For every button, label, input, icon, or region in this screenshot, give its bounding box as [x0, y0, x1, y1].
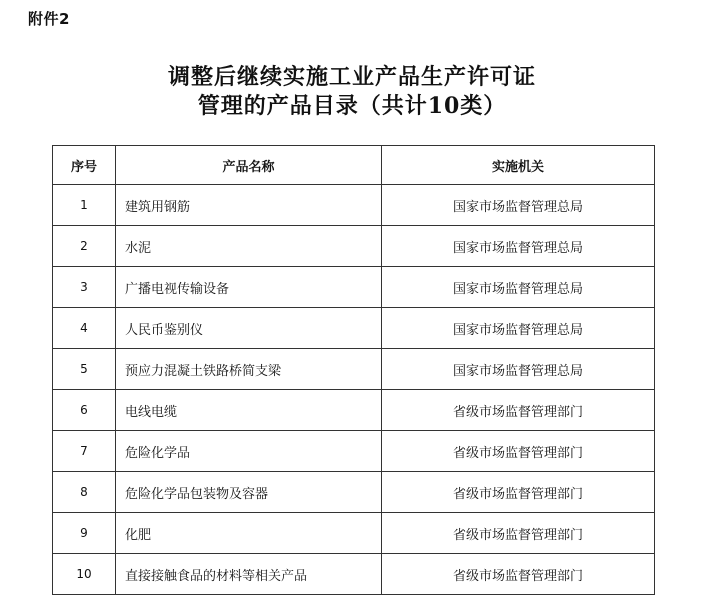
header-implementing-agency: 实施机关 — [382, 146, 655, 185]
row-implementing-agency: 省级市场监督管理部门 — [382, 390, 655, 431]
row-implementing-agency: 国家市场监督管理总局 — [382, 185, 655, 226]
row-product-name: 直接接触食品的材料等相关产品 — [116, 554, 382, 595]
row-product-name: 人民币鉴别仪 — [116, 308, 382, 349]
row-serial-number: 6 — [53, 390, 116, 431]
page-title — [0, 63, 704, 121]
header-product-name: 产品名称 — [116, 146, 382, 185]
header-serial-number: 序号 — [53, 146, 116, 185]
row-implementing-agency: 省级市场监督管理部门 — [382, 431, 655, 472]
attachment-label: 附件2 — [28, 10, 70, 28]
table-row — [53, 349, 655, 390]
row-implementing-agency: 省级市场监督管理部门 — [382, 513, 655, 554]
row-serial-number: 1 — [53, 185, 116, 226]
table-row — [53, 513, 655, 554]
table-row — [53, 431, 655, 472]
row-product-name: 电线电缆 — [116, 390, 382, 431]
row-product-name: 化肥 — [116, 513, 382, 554]
table-row — [53, 226, 655, 267]
row-serial-number: 4 — [53, 308, 116, 349]
product-catalog-table — [52, 145, 655, 595]
table-header-row — [53, 146, 655, 185]
row-serial-number: 7 — [53, 431, 116, 472]
row-product-name: 广播电视传输设备 — [116, 267, 382, 308]
row-product-name: 水泥 — [116, 226, 382, 267]
row-product-name: 危险化学品包装物及容器 — [116, 472, 382, 513]
row-serial-number: 2 — [53, 226, 116, 267]
table-row — [53, 267, 655, 308]
title-line-2: 管理的产品目录（共计10类） — [197, 93, 507, 119]
table-row — [53, 554, 655, 595]
row-product-name: 预应力混凝土铁路桥简支梁 — [116, 349, 382, 390]
row-implementing-agency: 国家市场监督管理总局 — [382, 226, 655, 267]
table-row — [53, 185, 655, 226]
row-implementing-agency: 国家市场监督管理总局 — [382, 308, 655, 349]
table-row — [53, 390, 655, 431]
row-implementing-agency: 省级市场监督管理部门 — [382, 554, 655, 595]
row-implementing-agency: 国家市场监督管理总局 — [382, 267, 655, 308]
table-row — [53, 308, 655, 349]
title-line-1: 调整后继续实施工业产品生产许可证 — [167, 64, 536, 90]
row-serial-number: 8 — [53, 472, 116, 513]
row-product-name: 危险化学品 — [116, 431, 382, 472]
row-serial-number: 10 — [53, 554, 116, 595]
row-serial-number: 3 — [53, 267, 116, 308]
table-row — [53, 472, 655, 513]
row-serial-number: 9 — [53, 513, 116, 554]
row-serial-number: 5 — [53, 349, 116, 390]
row-implementing-agency: 国家市场监督管理总局 — [382, 349, 655, 390]
row-product-name: 建筑用钢筋 — [116, 185, 382, 226]
row-implementing-agency: 省级市场监督管理部门 — [382, 472, 655, 513]
